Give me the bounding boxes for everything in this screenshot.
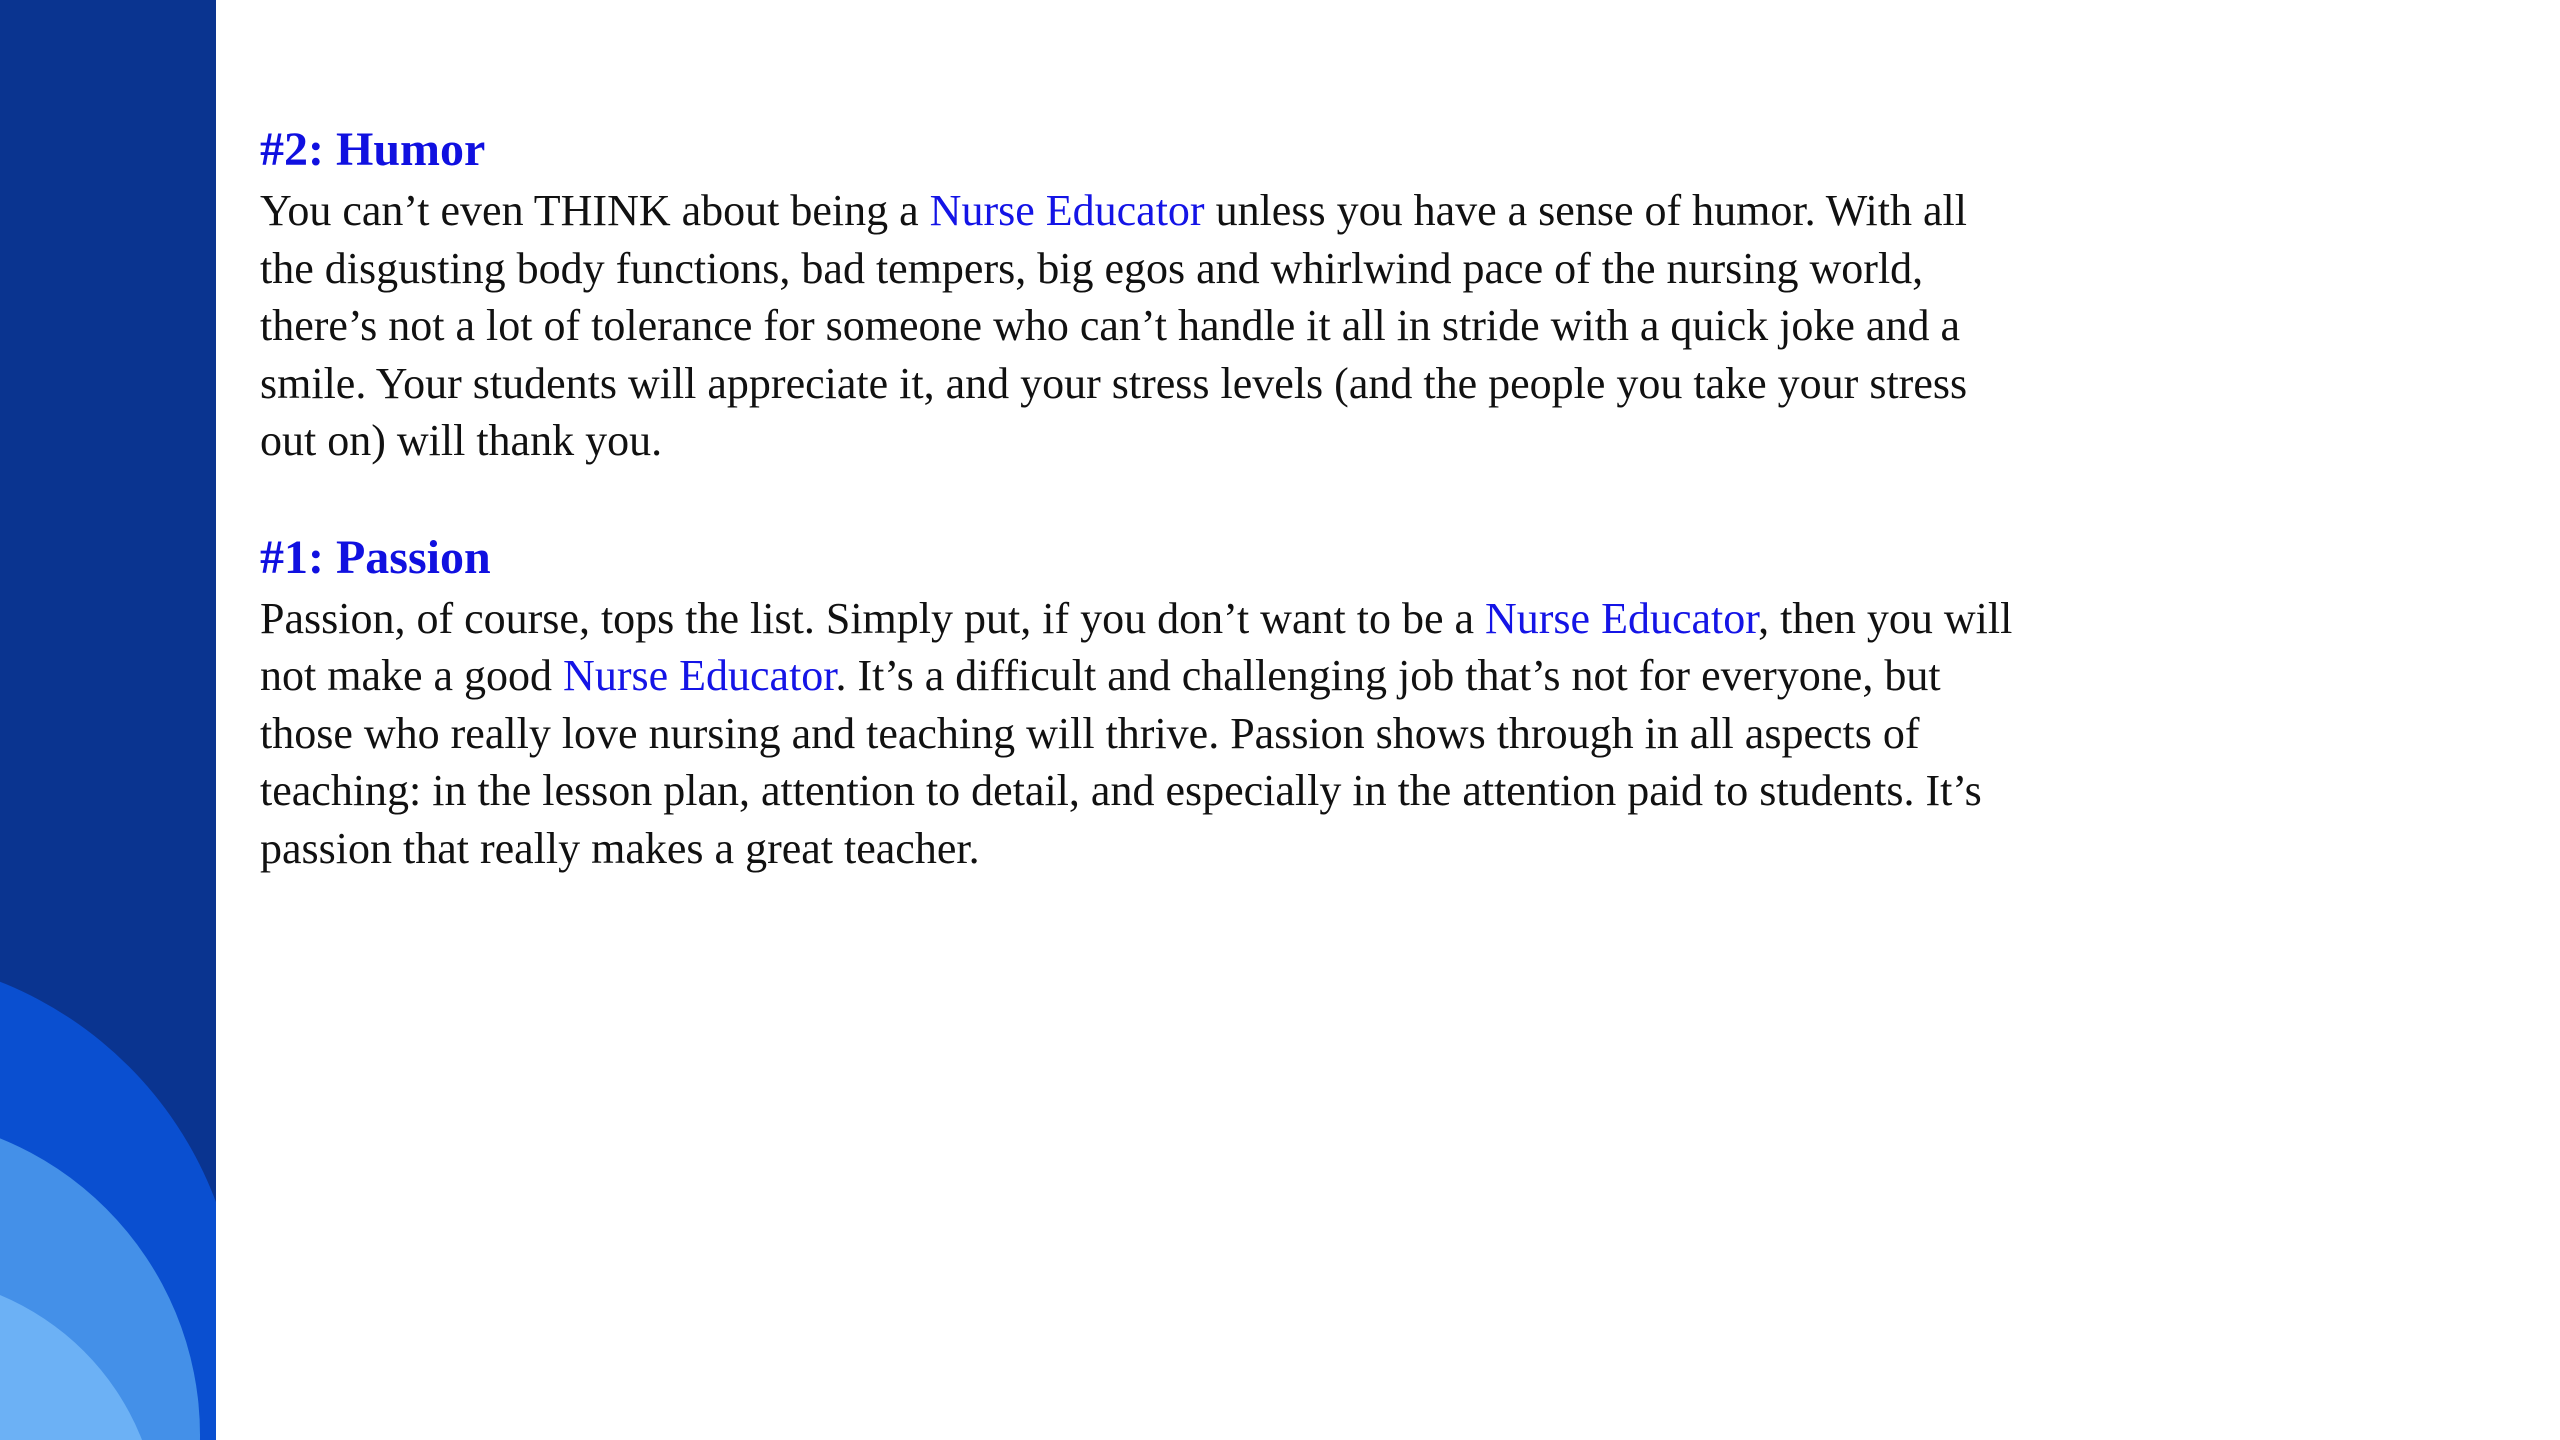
- section-heading: #2: Humor: [260, 123, 486, 176]
- section-heading: #1: Passion: [260, 530, 491, 584]
- nurse-educator-link[interactable]: Nurse Educator: [563, 651, 836, 700]
- nurse-educator-link[interactable]: Nurse Educator: [1485, 593, 1759, 643]
- body-text: Passion, of course, tops the list. Simply put, if you don’t want to be a: [260, 593, 1485, 643]
- body-text: , then you will not make a good: [260, 593, 2013, 700]
- body-text: You can’t even THINK about being a: [260, 186, 930, 235]
- body-text: . It’s a difficult and challenging job that’s not for everyone, but those who really love nursing and teaching will thrive. Passion shows through in all aspects of teaching: in the lesson plan, attention to detail, and especially in the attention paid to students. It’s passion that really makes a great teacher.: [260, 651, 1982, 873]
- section-passion: [260, 526, 2020, 878]
- section-body: [260, 590, 2020, 878]
- body-text: unless you have a sense of humor. With all the disgusting body functions, bad tempers, big egos and whirlwind pace of the nursing world, there’s not a lot of tolerance for someone who can’t handle it all in stride with a quick joke and a smile. Your students will appreciate it, and your stress levels (and the people you take your stress out on) will thank you.: [260, 186, 1968, 465]
- section-body: [260, 182, 2020, 470]
- section-humor: [260, 118, 2020, 470]
- decorative-side-band: [0, 0, 216, 1440]
- nurse-educator-link[interactable]: Nurse Educator: [929, 186, 1205, 235]
- slide-content: [260, 118, 2020, 933]
